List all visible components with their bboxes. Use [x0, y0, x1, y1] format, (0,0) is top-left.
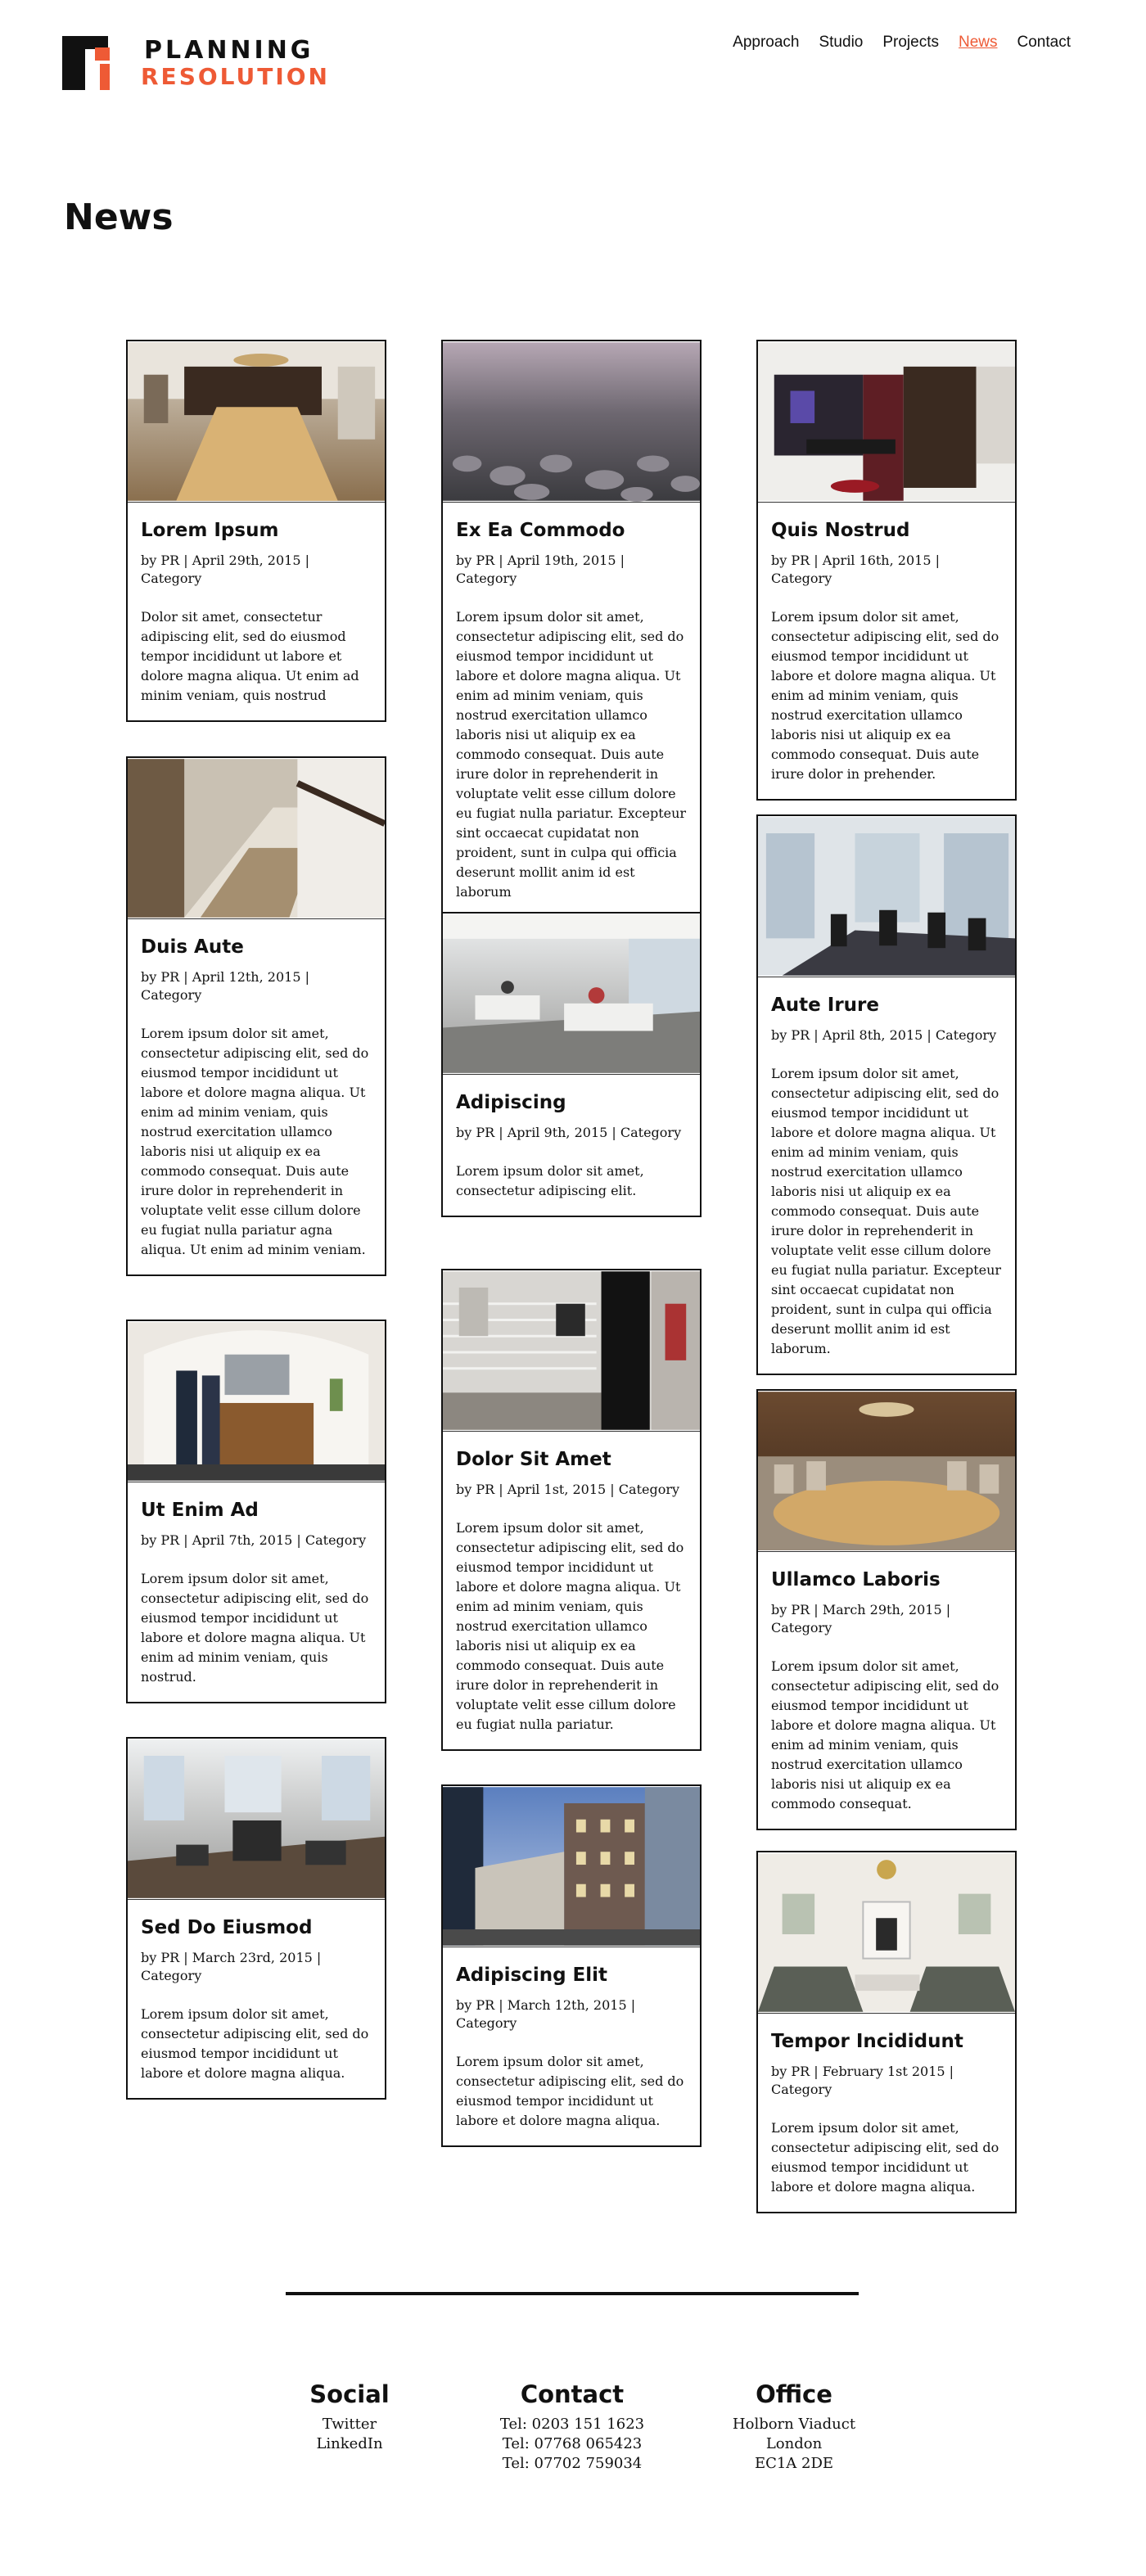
- news-card-excerpt: Dolor sit amet, consectetur adipiscing elit, sed do eiusmod tempor incididunt ut labore et dolore magna aliqua. Ut enim ad minim veniam, quis nostrud: [141, 609, 359, 703]
- footer-office: [704, 2380, 884, 2474]
- news-card-title[interactable]: Ex Ea Commodo: [456, 520, 625, 541]
- staircase-photo: [128, 758, 385, 919]
- nav-studio[interactable]: Studio: [819, 34, 864, 51]
- lounge-photo: [758, 1852, 1015, 2014]
- news-card-title[interactable]: Tempor Incididunt: [771, 2031, 963, 2052]
- news-card-excerpt: Lorem ipsum dolor sit amet, consectetur adipiscing elit, sed do eiusmod tempor incididunt ut labore et dolore magna aliqua. Ut enim ad minim veniam, quis nostrud.: [141, 1571, 369, 1685]
- news-card[interactable]: [756, 814, 1017, 1375]
- conference-table-photo: [758, 1391, 1015, 1552]
- footer-address-line: Holborn Viaduct: [732, 2416, 856, 2433]
- news-card-excerpt: Lorem ipsum dolor sit amet, consectetur adipiscing elit, sed do eiusmod tempor incididunt ut labore et dolore magna aliqua. Ut enim ad minim veniam, quis nostrud exercitation ullamco laboris nisi ut aliquip ex ea commodo consequat. Duis aute irure dolor in reprehenderit in voluptate velit esse cillum dolore eu fugiat nulla pariatur. Excepteur sint occaecat cupidatat non proident, sunt in culpa qui officia deserunt mollit anim id est laborum: [456, 609, 687, 900]
- news-card-title[interactable]: Ut Enim Ad: [141, 1500, 259, 1521]
- footer-phone[interactable]: Tel: 07768 065423: [502, 2435, 643, 2452]
- news-card[interactable]: [441, 1784, 702, 2147]
- nav-news[interactable]: News: [959, 34, 998, 51]
- news-card-title[interactable]: Duis Aute: [141, 936, 244, 958]
- news-card[interactable]: [756, 1851, 1017, 2213]
- logo-text-line1: PLANNING: [144, 36, 314, 65]
- news-card-title[interactable]: Ullamco Laboris: [771, 1569, 941, 1590]
- cafe-bar-photo: [443, 1270, 700, 1432]
- news-card-excerpt: Lorem ipsum dolor sit amet, consectetur adipiscing elit, sed do eiusmod tempor incididunt ut labore et dolore magna aliqua. Ut enim ad minim veniam, quis nostrud exercitation ullamco laboris nisi ut aliquip ex ea commodo consequat. Duis aute irure dolor in reprehenderit in voluptate velit esse cillum dolore eu fugiat nulla pariatur.: [456, 1520, 684, 1732]
- footer-social-title: Social: [309, 2380, 390, 2408]
- footer-link-twitter[interactable]: Twitter: [322, 2416, 377, 2433]
- news-card-excerpt: Lorem ipsum dolor sit amet, consectetur adipiscing elit, sed do eiusmod tempor incididunt ut labore et dolore magna aliqua. Ut enim ad minim veniam, quis nostrud exercitation ullamco laboris nisi ut aliquip ex ea commodo consequat.: [771, 1658, 999, 1811]
- footer-office-title: Office: [756, 2380, 832, 2408]
- news-card-title[interactable]: Lorem Ipsum: [141, 520, 279, 541]
- open-office-photo: [443, 914, 700, 1075]
- news-card[interactable]: [756, 340, 1017, 801]
- logo-text-line2: RESOLUTION: [141, 63, 330, 90]
- news-card[interactable]: [126, 1737, 386, 2100]
- news-card[interactable]: [126, 340, 386, 722]
- site-logo[interactable]: [62, 36, 330, 92]
- footer-address-line: London: [765, 2435, 823, 2452]
- street-buildings-photo: [443, 1786, 700, 1947]
- news-card[interactable]: [756, 1389, 1017, 1830]
- news-card-excerpt: Lorem ipsum dolor sit amet, consectetur adipiscing elit.: [456, 1163, 644, 1198]
- news-card-meta: by PR | April 1st, 2015 | Category: [456, 1482, 680, 1497]
- news-card-meta: by PR | March 23rd, 2015 | Category: [141, 1950, 322, 1983]
- news-card-meta: by PR | April 9th, 2015 | Category: [456, 1125, 682, 1140]
- footer-contact: [482, 2380, 662, 2474]
- nav-projects[interactable]: Projects: [882, 34, 939, 51]
- footer-phone[interactable]: Tel: 0203 151 1623: [499, 2416, 645, 2433]
- news-card-excerpt: Lorem ipsum dolor sit amet, consectetur adipiscing elit, sed do eiusmod tempor incididunt ut labore et dolore magna aliqua.: [771, 2120, 999, 2195]
- footer-contact-title: Contact: [520, 2380, 625, 2408]
- reception-photo: [128, 1321, 385, 1482]
- logo-mark-icon: [62, 36, 110, 90]
- kitchen-photo: [758, 341, 1015, 503]
- nav-approach[interactable]: Approach: [733, 34, 800, 51]
- footer-link-linkedin[interactable]: LinkedIn: [316, 2435, 383, 2452]
- site-header: [0, 0, 1146, 98]
- news-card-title[interactable]: Dolor Sit Amet: [456, 1449, 611, 1470]
- news-card-excerpt: Lorem ipsum dolor sit amet, consectetur adipiscing elit, sed do eiusmod tempor incididunt ut labore et dolore magna aliqua.: [141, 2006, 369, 2081]
- news-card-meta: by PR | April 8th, 2015 | Category: [771, 1027, 997, 1043]
- news-card-title[interactable]: Sed Do Eiusmod: [141, 1917, 313, 1938]
- footer-social: [259, 2380, 440, 2454]
- page-title: News: [64, 196, 174, 238]
- main-nav: [733, 33, 1071, 52]
- news-card[interactable]: [441, 912, 702, 1217]
- meeting-room-photo: [758, 816, 1015, 977]
- news-card-meta: by PR | April 12th, 2015 | Category: [141, 969, 309, 1003]
- news-card-meta: by PR | March 29th, 2015 | Category: [771, 1602, 951, 1635]
- news-card-meta: by PR | April 7th, 2015 | Category: [141, 1532, 367, 1548]
- news-card-excerpt: Lorem ipsum dolor sit amet, consectetur adipiscing elit, sed do eiusmod tempor incididunt ut labore et dolore magna aliqua. Ut enim ad minim veniam, quis nostrud exercitation ullamco laboris nisi ut aliquip ex ea commodo consequat. Duis aute irure dolor in reprehenderit in voluptate velit esse cillum dolore eu fugiat nulla pariatur agna aliqua. Ut enim ad minim veniam.: [141, 1026, 369, 1257]
- trading-floor-photo: [128, 1739, 385, 1900]
- news-card-title[interactable]: Aute Irure: [771, 995, 879, 1016]
- news-card-meta: by PR | April 16th, 2015 | Category: [771, 553, 940, 586]
- nav-contact[interactable]: Contact: [1017, 34, 1071, 51]
- news-card-excerpt: Lorem ipsum dolor sit amet, consectetur adipiscing elit, sed do eiusmod tempor incididunt ut labore et dolore magna aliqua. Ut enim ad minim veniam, quis nostrud exercitation ullamco laboris nisi ut aliquip ex ea commodo consequat. Duis aute irure dolor in prehender.: [771, 609, 999, 782]
- news-card[interactable]: [441, 1269, 702, 1751]
- news-card-title[interactable]: Quis Nostrud: [771, 520, 910, 541]
- news-card-title[interactable]: Adipiscing Elit: [456, 1965, 608, 1986]
- news-card-meta: by PR | February 1st 2015 | Category: [771, 2064, 954, 2097]
- boardroom-photo: [128, 341, 385, 503]
- news-card-title[interactable]: Adipiscing: [456, 1092, 566, 1113]
- pebbles-photo: [443, 341, 700, 503]
- news-card[interactable]: [126, 756, 386, 1276]
- news-card-excerpt: Lorem ipsum dolor sit amet, consectetur adipiscing elit, sed do eiusmod tempor incididunt ut labore et dolore magna aliqua.: [456, 2054, 684, 2128]
- news-card-meta: by PR | April 19th, 2015 | Category: [456, 553, 625, 586]
- news-card[interactable]: [126, 1320, 386, 1703]
- news-card-meta: by PR | April 29th, 2015 | Category: [141, 553, 309, 586]
- footer-address-line: EC1A 2DE: [754, 2455, 834, 2472]
- footer-phone[interactable]: Tel: 07702 759034: [502, 2455, 643, 2472]
- news-card[interactable]: [441, 340, 702, 918]
- news-card-meta: by PR | March 12th, 2015 | Category: [456, 1997, 636, 2031]
- news-card-excerpt: Lorem ipsum dolor sit amet, consectetur adipiscing elit, sed do eiusmod tempor incididunt ut labore et dolore magna aliqua. Ut enim ad minim veniam, quis nostrud exercitation ullamco laboris nisi ut aliquip ex ea commodo consequat. Duis aute irure dolor in reprehenderit in voluptate velit esse cillum dolore eu fugiat nulla pariatur. Excepteur sint occaecat cupidatat non proident, sunt in culpa qui officia deserunt mollit anim id est laborum.: [771, 1066, 1002, 1356]
- footer-divider: [286, 2292, 859, 2295]
